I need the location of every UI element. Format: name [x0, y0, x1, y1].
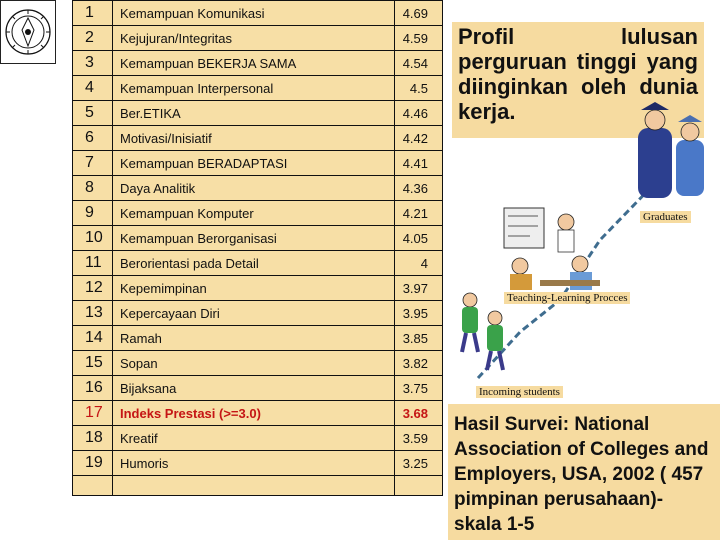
row-number: 14 [73, 326, 113, 351]
row-number: 17 [73, 401, 113, 426]
competency-score: 4.41 [395, 151, 443, 176]
competency-score: 4.21 [395, 201, 443, 226]
table-row [73, 401, 443, 426]
competency-score: 3.75 [395, 376, 443, 401]
competency-table-body [73, 1, 443, 496]
competency-score: 4.5 [395, 76, 443, 101]
table-row [73, 151, 443, 176]
competency-label: Kepercayaan Diri [113, 301, 395, 326]
table-row [73, 251, 443, 276]
competency-score: 3.85 [395, 326, 443, 351]
teaching-learning-label: Teaching-Learning Procces [504, 292, 630, 304]
competency-score: 4.36 [395, 176, 443, 201]
competency-score: 3.97 [395, 276, 443, 301]
competency-label: Kemampuan Interpersonal [113, 76, 395, 101]
competency-label: Kepemimpinan [113, 276, 395, 301]
table-row [73, 1, 443, 26]
table-row [73, 126, 443, 151]
competency-score: 4.59 [395, 26, 443, 51]
row-number: 6 [73, 126, 113, 151]
row-number: 5 [73, 101, 113, 126]
competency-label: Motivasi/Inisiatif [113, 126, 395, 151]
competency-label: Kemampuan Berorganisasi [113, 226, 395, 251]
table-row [73, 201, 443, 226]
row-number: 9 [73, 201, 113, 226]
competency-score: 4.05 [395, 226, 443, 251]
table-row [73, 226, 443, 251]
table-row [73, 351, 443, 376]
competency-score: 3.82 [395, 351, 443, 376]
competency-score: 3.25 [395, 451, 443, 476]
empty-cell [113, 476, 395, 496]
empty-cell [73, 476, 113, 496]
competency-label: Daya Analitik [113, 176, 395, 201]
row-number: 13 [73, 301, 113, 326]
row-number: 18 [73, 426, 113, 451]
row-number: 10 [73, 226, 113, 251]
row-number: 12 [73, 276, 113, 301]
row-number: 1 [73, 1, 113, 26]
row-number: 15 [73, 351, 113, 376]
competency-label: Kemampuan Komunikasi [113, 1, 395, 26]
competency-label: Ramah [113, 326, 395, 351]
competency-score: 3.95 [395, 301, 443, 326]
empty-cell [395, 476, 443, 496]
table-row [73, 376, 443, 401]
incoming-students-label: Incoming students [476, 386, 563, 398]
table-row [73, 176, 443, 201]
competency-label: Kemampuan BEKERJA SAMA [113, 51, 395, 76]
table-row [73, 101, 443, 126]
table-row [73, 276, 443, 301]
competency-score: 4.42 [395, 126, 443, 151]
graduates-label: Graduates [640, 211, 691, 223]
profile-heading: Profil lulusan perguruan tinggi yang diinginkan oleh dunia kerja. [452, 22, 704, 138]
table-row [73, 451, 443, 476]
competency-label: Kemampuan BERADAPTASI [113, 151, 395, 176]
classroom-scene [504, 208, 600, 290]
row-number: 3 [73, 51, 113, 76]
row-number: 7 [73, 151, 113, 176]
table-row [73, 301, 443, 326]
competency-label: Sopan [113, 351, 395, 376]
competency-label: Kejujuran/Integritas [113, 26, 395, 51]
education-process-illustration [440, 100, 720, 400]
table-row [73, 51, 443, 76]
competency-label: Ber.ETIKA [113, 101, 395, 126]
table-row [73, 76, 443, 101]
table-row [73, 326, 443, 351]
competency-score: 3.68 [395, 401, 443, 426]
row-number: 4 [73, 76, 113, 101]
row-number: 11 [73, 251, 113, 276]
row-number: 8 [73, 176, 113, 201]
row-number: 19 [73, 451, 113, 476]
table-row [73, 426, 443, 451]
competency-label: Indeks Prestasi (>=3.0) [113, 401, 395, 426]
table-row-empty [73, 476, 443, 496]
competency-score: 4.69 [395, 1, 443, 26]
row-number: 16 [73, 376, 113, 401]
competency-label: Humoris [113, 451, 395, 476]
competency-label: Kreatif [113, 426, 395, 451]
competency-score: 4 [395, 251, 443, 276]
university-logo [0, 0, 56, 64]
competency-label: Berorientasi pada Detail [113, 251, 395, 276]
competency-label: Kemampuan Komputer [113, 201, 395, 226]
competency-table [72, 0, 443, 496]
row-number: 2 [73, 26, 113, 51]
survey-source-note: Hasil Survei: National Association of Colleges and Employers, USA, 2002 ( 457 pimpinan perusahaan)- skala 1-5 [448, 404, 720, 540]
competency-score: 4.46 [395, 101, 443, 126]
graduates-figures [638, 102, 704, 198]
competency-score: 3.59 [395, 426, 443, 451]
competency-label: Bijaksana [113, 376, 395, 401]
table-row [73, 26, 443, 51]
competency-score: 4.54 [395, 51, 443, 76]
